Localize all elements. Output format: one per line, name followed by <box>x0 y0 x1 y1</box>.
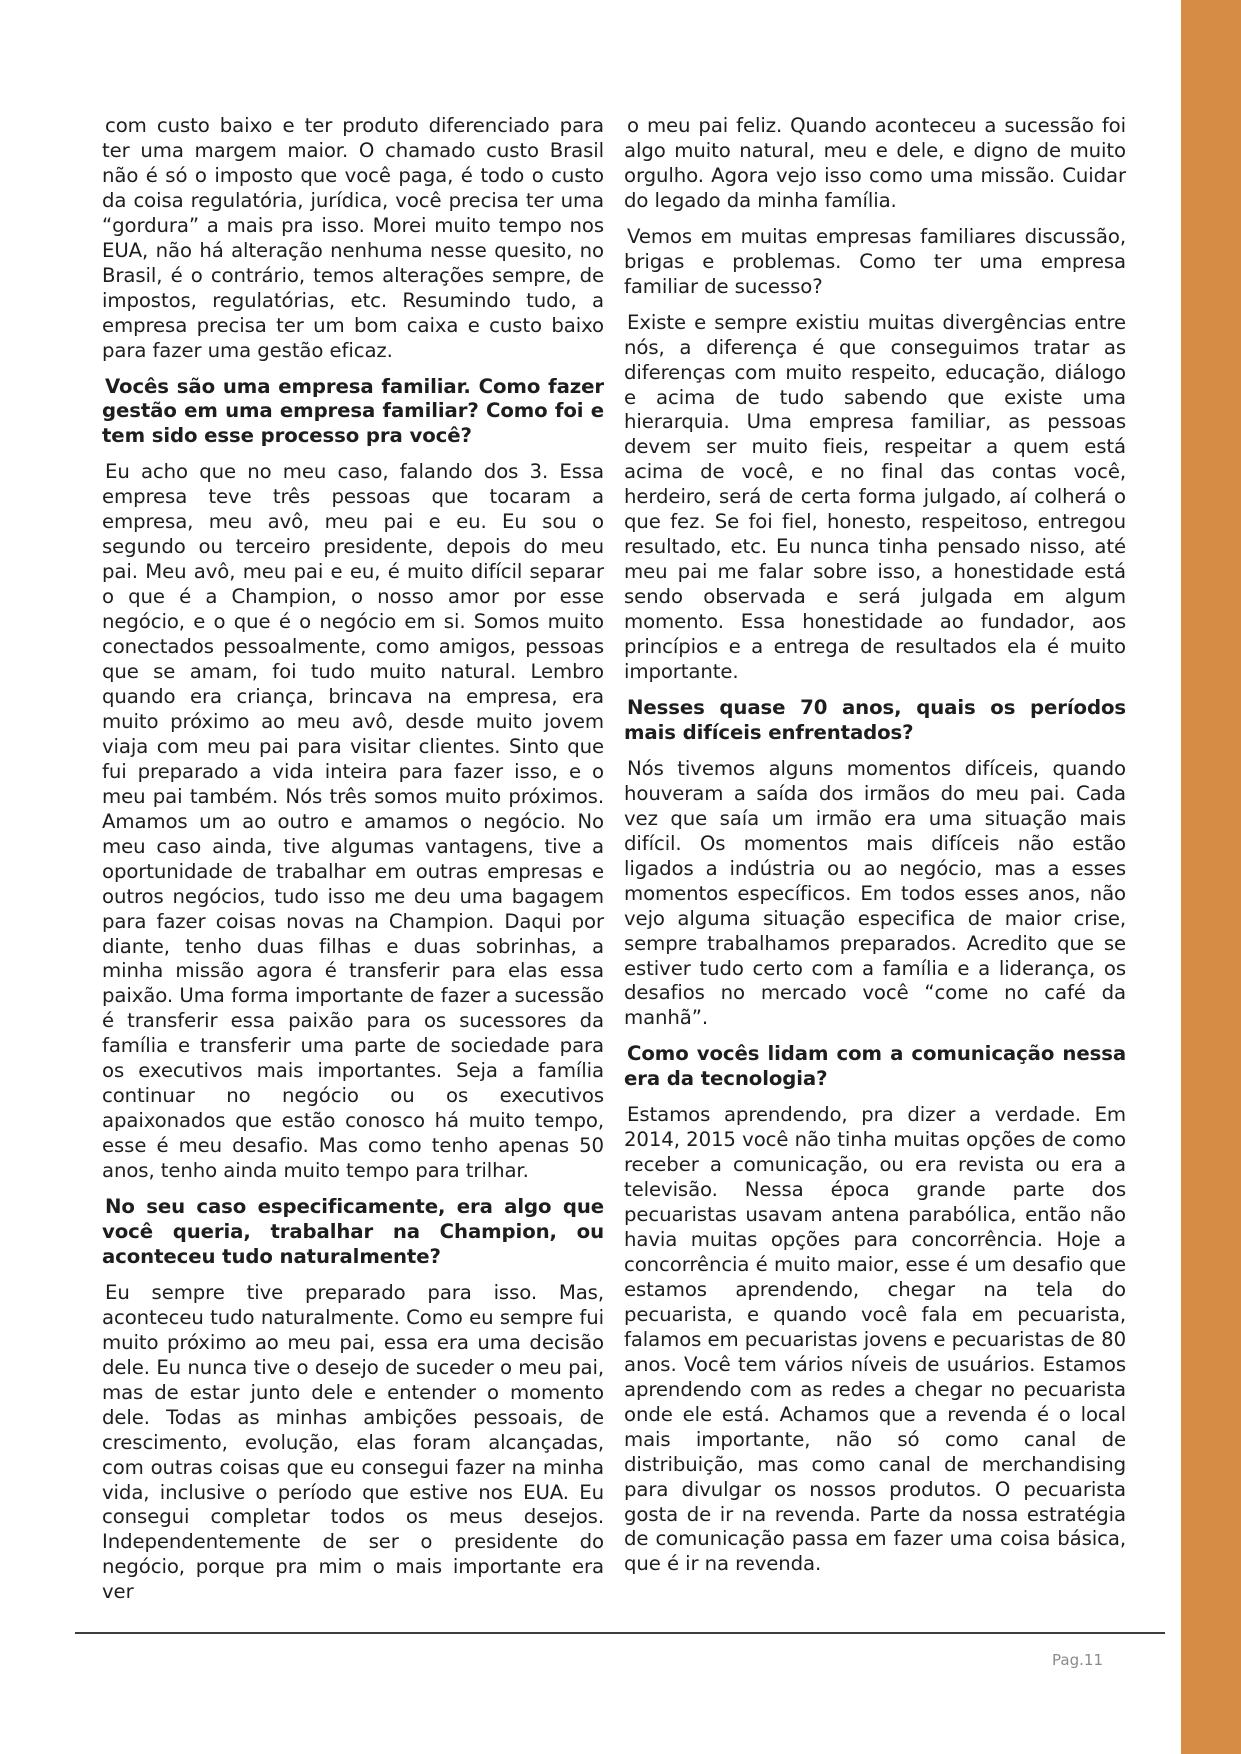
paragraph: com custo baixo e ter produto diferenciado para ter uma margem maior. O chamado custo Brasil não é só o imposto que você paga, é todo o custo da coisa regulatória, jurídica, você precisa ter uma “gordura” a mais pra isso. Morei muito tempo nos EUA, não há alteração nenhuma nesse quesito, no Brasil, é o contrário, temos alterações sempre, de impostos, regulatórias, etc. Resumindo tudo, a empresa precisa ter um bom caixa e custo baixo para fazer uma gestão eficaz. <box>102 114 604 362</box>
interview-question: Vocês são uma empresa familiar. Como fazer gestão em uma empresa familiar? Como foi e tem sido esse processo pra você? <box>102 374 604 448</box>
interview-question: Nesses quase 70 anos, quais os períodos mais difíceis enfrentados? <box>624 695 1126 744</box>
paragraph: Existe e sempre existiu muitas divergências entre nós, a diferença é que conseguimos tratar as diferenças com muito respeito, educação, diálogo e acima de tudo sabendo que existe uma hierarquia. Uma empresa familiar, as pessoas devem ser muito fieis, respeitar a quem está acima de você, e no final das contas você, herdeiro, será de certa forma julgado, aí colherá o que fez. Se foi fiel, honesto, respeitoso, entregou resultado, etc. Eu nunca tinha pensado nisso, até meu pai me falar sobre isso, a honestidade está sendo observada e será julgada em algum momento. Essa honestidade ao fundador, aos princípios e a entrega de resultados ela é muito importante. <box>624 310 1126 684</box>
paragraph: Eu acho que no meu caso, falando dos 3. Essa empresa teve três pessoas que tocaram a empresa, meu avô, meu pai e eu. Eu sou o segundo ou terceiro presidente, depois do meu pai. Meu avô, meu pai e eu, é muito difícil separar o que é a Champion, o nosso amor por esse negócio, e o que é o negócio em si. Somos muito conectados pessoalmente, como amigos, pessoas que se amam, foi tudo muito natural. Lembro quando era criança, brincava na empresa, era muito próximo ao meu avô, desde muito jovem viaja com meu pai para visitar clientes. Sinto que fui preparado a vida inteira para fazer isso, e o meu pai também. Nós três somos muito próximos. Amamos um ao outro e amamos o negócio. No meu caso ainda, tive algumas vantagens, tive a oportunidade de trabalhar em outras empresas e outros negócios, tudo isso me deu uma bagagem para fazer coisas novas na Champion. Daqui por diante, tenho duas filhas e duas sobrinhas, a minha missão agora é transferir para elas essa paixão. Uma forma importante de fazer a sucessão é transferir essa paixão para os sucessores da família e transferir uma parte de sociedade para os executivos mais importantes. Seja a família continuar no negócio ou os executivos apaixonados que estão conosco há muito tempo, esse é meu desafio. Mas como tenho apenas 50 anos, tenho ainda muito tempo para trilhar. <box>102 460 604 1183</box>
paragraph: Eu sempre tive preparado para isso. Mas, aconteceu tudo naturalmente. Como eu sempre fui muito próximo ao meu pai, essa era uma decisão dele. Eu nunca tive o desejo de suceder o meu pai, mas de estar junto dele e entender o momento dele. Todas as minhas ambições pessoais, de crescimento, evolução, elas foram alcançadas, com outras coisas que eu consegui fazer na minha vida, inclusive o período que estive nos EUA. Eu consegui completar todos os meus desejos. Independentemente de ser o presidente do negócio, porque pra mim o mais importante era ver <box>102 1280 604 1604</box>
paragraph: Vemos em muitas empresas familiares discussão, brigas e problemas. Como ter uma empresa familiar de sucesso? <box>624 224 1126 298</box>
paragraph: Estamos aprendendo, pra dizer a verdade. Em 2014, 2015 você não tinha muitas opções de como receber a comunicação, ou era revista ou era a televisão. Nessa época grande parte dos pecuaristas usavam antena parabólica, então não havia muitas opções para concorrência. Hoje a concorrência é muito maior, esse é um desafio que estamos aprendendo, chegar na tela do pecuarista, e quando você fala em pecuarista, falamos em pecuaristas jovens e pecuaristas de 80 anos. Você tem vários níveis de usuários. Estamos aprendendo com as redes a chegar no pecuarista onde ele está. Achamos que a revenda é o local mais importante, não só como canal de distribuição, mas como canal de merchandising para divulgar os nossos produtos. O pecuarista gosta de ir na revenda. Parte da nossa estratégia de comunicação passa em fazer uma coisa básica, que é ir na revenda. <box>624 1103 1126 1576</box>
paragraph: Nós tivemos alguns momentos difíceis, quando houveram a saída dos irmãos do meu pai. Cada vez que saía um irmão era uma situação mais difícil. Os momentos mais difíceis não estão ligados a indústria ou ao negócio, mas a esses momentos específicos. Em todos esses anos, não vejo alguma situação especifica de maior crise, sempre trabalhamos preparados. Acredito que se estiver tudo certo com a família e a liderança, os desafios no mercado você “come no café da manhã”. <box>624 756 1126 1030</box>
right-column <box>624 114 1126 1588</box>
left-column <box>102 114 604 1616</box>
footer-divider <box>75 1632 1165 1634</box>
interview-question: No seu caso especificamente, era algo que você queria, trabalhar na Champion, ou aconteceu tudo naturalmente? <box>102 1195 604 1268</box>
paragraph: o meu pai feliz. Quando aconteceu a sucessão foi algo muito natural, meu e dele, e digno de muito orgulho. Agora vejo isso como uma missão. Cuidar do legado da minha família. <box>624 114 1126 212</box>
page-number: Pag.11 <box>1052 1651 1103 1669</box>
orange-side-band <box>1181 0 1241 1754</box>
interview-question: Como vocês lidam com a comunicação nessa era da tecnologia? <box>624 1042 1126 1091</box>
